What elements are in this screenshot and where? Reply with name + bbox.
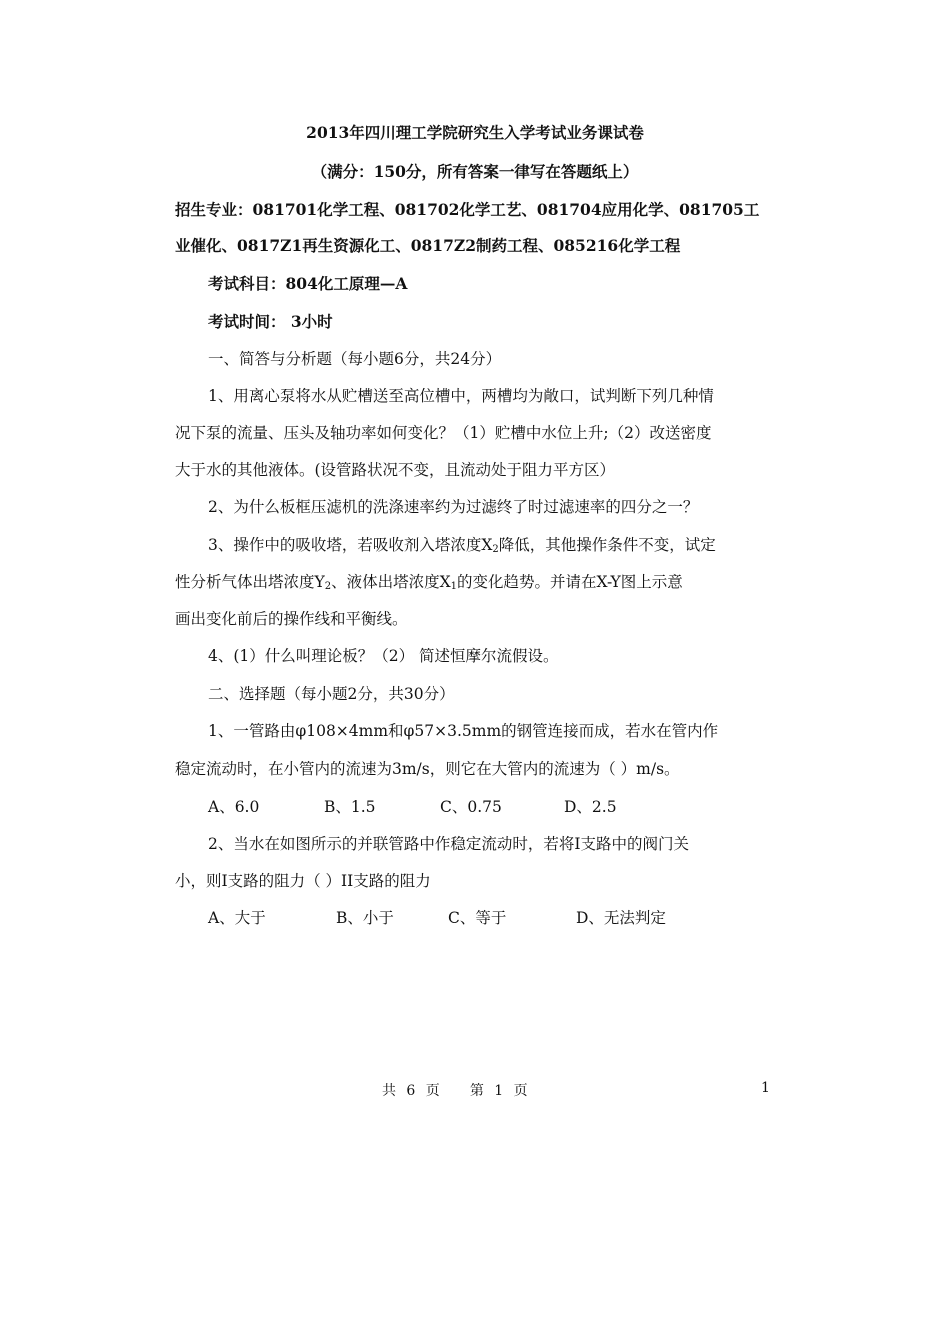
s1-q3-l1-text-a: 3、操作中的吸收塔，若吸收剂入塔浓度X bbox=[208, 536, 493, 554]
majors-line-1: 招生专业：081701化学工程、081702化学工艺、081704应用化学、081705工 bbox=[175, 200, 760, 219]
section-2-heading: 二、选择题（每小题2分，共30分） bbox=[208, 685, 455, 703]
s2-q1-option-c: C、0.75 bbox=[440, 798, 502, 816]
s2-q2-option-d: D、无法判定 bbox=[576, 909, 666, 927]
s1-q3-l2-text-a: 性分析气体出塔浓度Y bbox=[175, 573, 325, 591]
s2-q2-option-b: B、小于 bbox=[336, 909, 394, 927]
s1-q3-l2-sub-1: 2 bbox=[324, 581, 332, 592]
s1-q3-line-1 bbox=[208, 535, 768, 555]
s2-q2-line-1: 2、当水在如图所示的并联管路中作稳定流动时，若将I支路中的阀门关 bbox=[208, 835, 689, 853]
section-1-heading: 一、简答与分析题（每小题6分，共24分） bbox=[208, 350, 502, 368]
exam-subject: 考试科目：804化工原理—A bbox=[208, 274, 408, 293]
exam-time: 考试时间： 3小时 bbox=[208, 312, 333, 331]
s1-q3-line-2 bbox=[175, 572, 775, 592]
s2-q1-line-1: 1、一管路由φ108×4mm和φ57×3.5mm的钢管连接而成，若水在管内作 bbox=[208, 722, 719, 740]
exam-subtitle: （满分：150分，所有答案一律写在答题纸上） bbox=[311, 162, 639, 181]
s1-q3-l1-text-b: 降低，其他操作条件不变，试定 bbox=[498, 536, 716, 554]
page-count-footer: 共 6 页 第 1 页 bbox=[382, 1083, 529, 1099]
majors-line-2: 业催化、0817Z1再生资源化工、0817Z2制药工程、085216化学工程 bbox=[175, 236, 681, 255]
s2-q2-options bbox=[208, 908, 768, 928]
s2-q1-line-2: 稳定流动时，在小管内的流速为3m/s，则它在大管内的流速为（ ）m/s。 bbox=[175, 760, 680, 778]
s1-q3-l1-sub: 2 bbox=[492, 544, 499, 555]
s2-q1-options bbox=[208, 797, 768, 817]
s1-q1-line-1: 1、用离心泵将水从贮槽送至高位槽中，两槽均为敞口，试判断下列几种情 bbox=[208, 387, 714, 405]
s2-q2-option-c: C、等于 bbox=[448, 909, 507, 927]
s1-q1-line-2: 况下泵的流量、压头及轴功率如何变化？（1）贮槽中水位上升;（2）改送密度 bbox=[175, 424, 712, 442]
s2-q1-option-d: D、2.5 bbox=[564, 798, 617, 816]
page-number: 1 bbox=[761, 1080, 770, 1096]
s2-q2-option-a: A、大于 bbox=[208, 909, 266, 927]
exam-title: 2013年四川理工学院研究生入学考试业务课试卷 bbox=[306, 123, 644, 142]
s1-q4: 4、(1）什么叫理论板？（2） 简述恒摩尔流假设。 bbox=[208, 647, 559, 665]
s1-q3-l2-sub-2: 1 bbox=[450, 581, 458, 592]
s1-q3-line-3: 画出变化前后的操作线和平衡线。 bbox=[175, 610, 408, 628]
s1-q3-l2-text-b: 、液体出塔浓度X bbox=[331, 573, 451, 591]
s2-q1-option-b: B、1.5 bbox=[324, 798, 376, 816]
s2-q1-option-a: A、6.0 bbox=[208, 798, 260, 816]
s1-q3-l2-text-c: 的变化趋势。并请在X-Y图上示意 bbox=[457, 573, 683, 591]
s1-q2: 2、为什么板框压滤机的洗涤速率约为过滤终了时过滤速率的四分之一？ bbox=[208, 498, 699, 516]
s2-q2-line-2: 小，则I支路的阻力（ ）II支路的阻力 bbox=[175, 872, 431, 890]
s1-q1-line-3: 大于水的其他液体。(设管路状况不变，且流动处于阻力平方区） bbox=[175, 461, 616, 479]
